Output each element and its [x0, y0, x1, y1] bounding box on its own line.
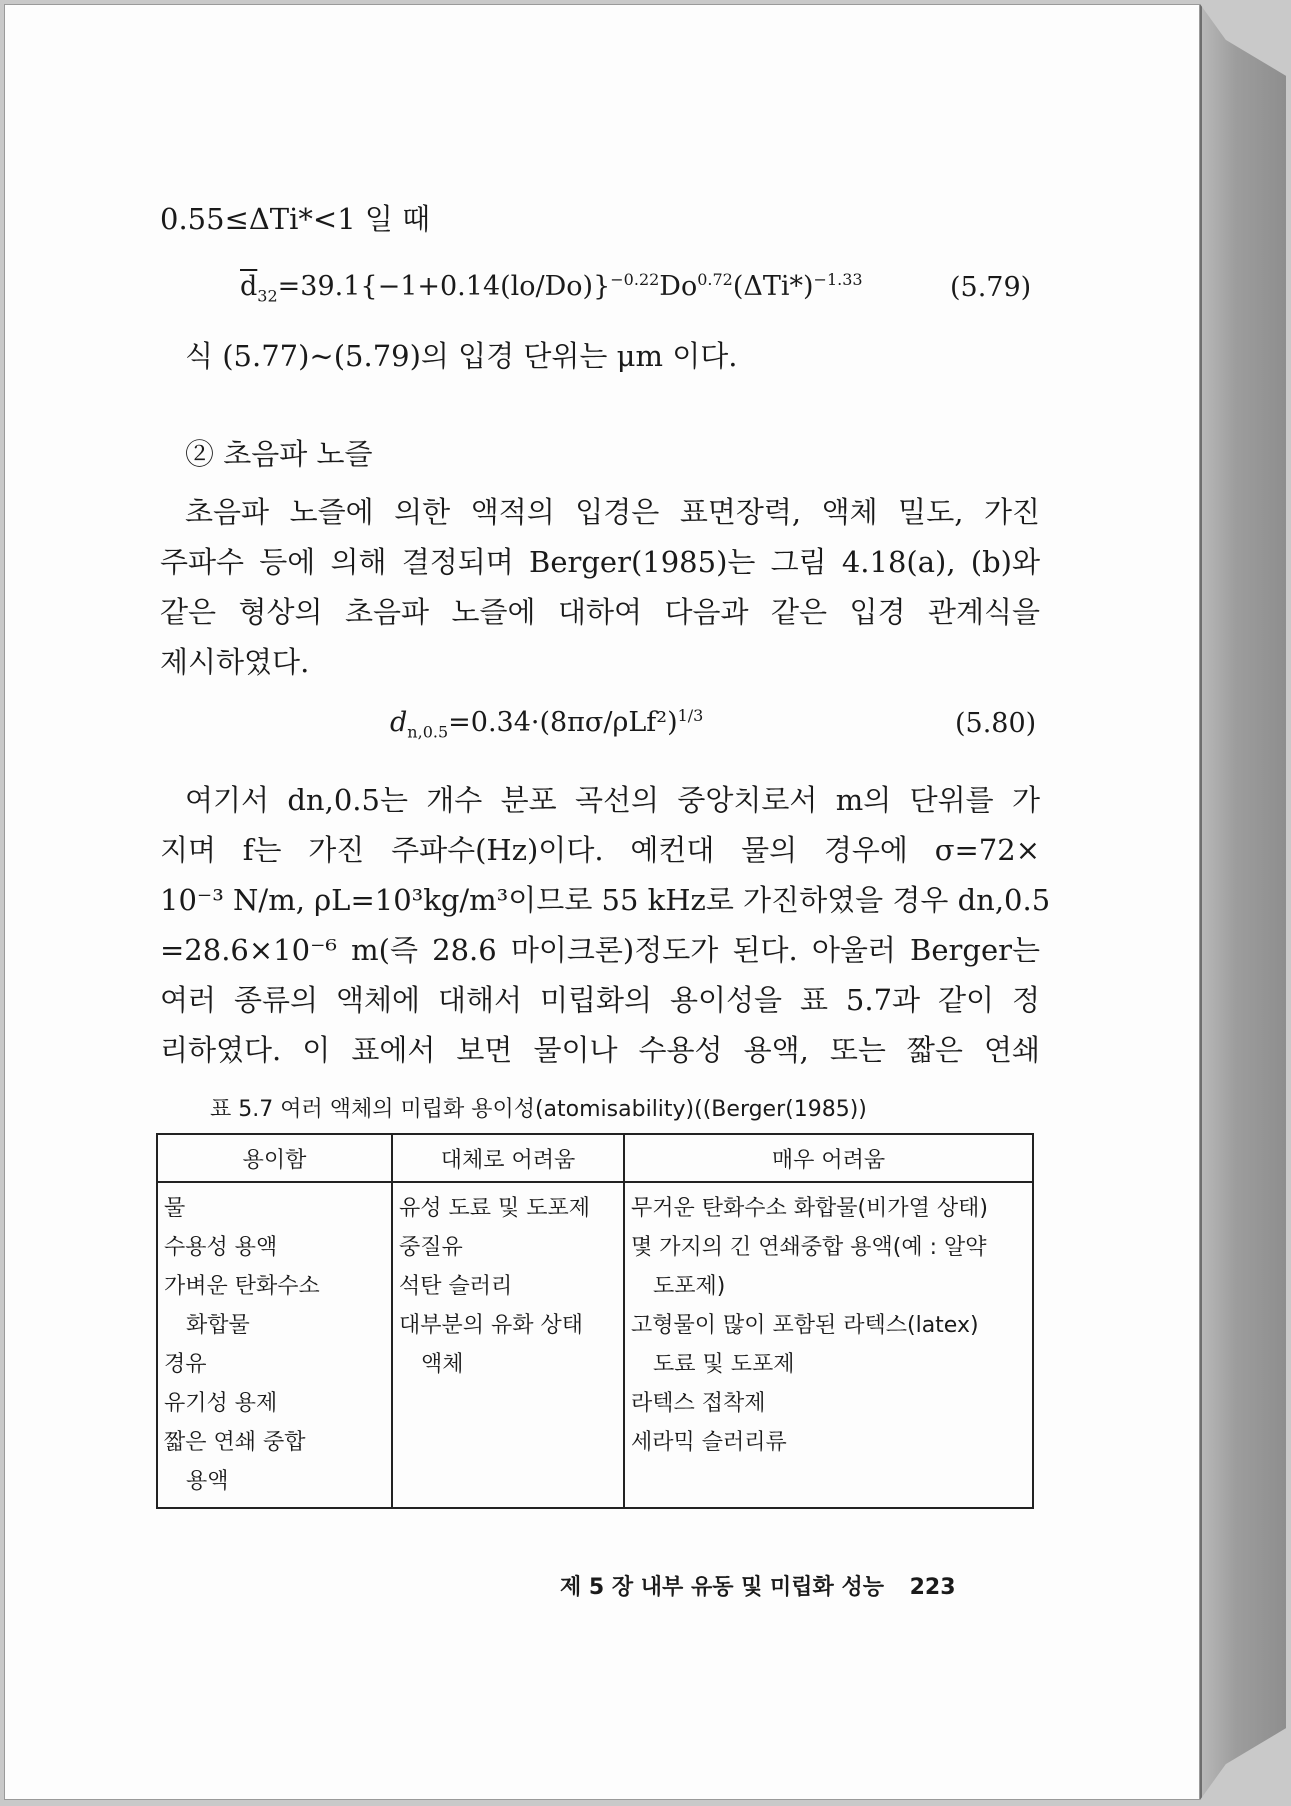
list-item: 경유 [164, 1352, 207, 1377]
page-number: 223 [909, 1575, 956, 1600]
list-item: 물 [164, 1196, 186, 1221]
eq579-lhs: $\overline{d}$ [240, 271, 258, 302]
para2-line-1: 여기서 dn,0.5는 개수 분포 곡선의 중앙치로서 m의 단위를 가 [185, 783, 1040, 817]
book-spine [1200, 4, 1286, 1800]
condition-text: 0.55≤ΔTi*<1 일 때 [160, 202, 431, 236]
para2-line-3: 10⁻³ N/m, ρL=10³kg/m³이므로 55 kHz로 가진하였을 경우 dn,0.5 [160, 883, 1051, 917]
equation-5-80 [390, 706, 703, 741]
list-item: 액체 [421, 1352, 464, 1377]
list-item: 중질유 [399, 1235, 463, 1260]
table-col-easy [157, 1182, 392, 1508]
table-header-moderate: 대체로 어려움 [392, 1134, 624, 1182]
equation-5-79 [240, 270, 863, 305]
list-item: 유성 도료 및 도포제 [399, 1196, 590, 1221]
list-item: 대부분의 유화 상태 [399, 1313, 584, 1338]
eq579-tail: (ΔTi*) [732, 271, 814, 302]
chapter-title: 제 5 장 내부 유동 및 미립화 성능 [560, 1575, 884, 1600]
eq580-lhs: d [390, 707, 408, 738]
eq579-sub: 32 [257, 286, 278, 306]
eq579-exp3: −1.33 [813, 270, 863, 289]
para1-line-4: 제시하였다. [160, 645, 310, 679]
list-item: 짧은 연쇄 중합 [164, 1430, 306, 1455]
list-item: 무거운 탄화수소 화합물(비가열 상태) [631, 1196, 988, 1221]
list-item: 고형물이 많이 포함된 라텍스(latex) [631, 1313, 979, 1338]
list-item: 석탄 슬러리 [399, 1274, 513, 1299]
unit-line: 식 (5.77)∼(5.79)의 입경 단위는 μm 이다. [185, 339, 738, 373]
eq579-mid: Do [659, 271, 698, 302]
list-item: 화합물 [186, 1313, 250, 1338]
list-item: 몇 가지의 긴 연쇄중합 용액(예 : 알약 [631, 1235, 987, 1260]
list-item: 도료 및 도포제 [653, 1352, 795, 1377]
table-col-hard [624, 1182, 1033, 1508]
table-body-row [157, 1182, 1033, 1508]
list-item: 수용성 용액 [164, 1235, 278, 1260]
eq580-exp: 1/3 [677, 706, 704, 725]
list-item: 도포제) [653, 1274, 726, 1299]
eq579-body: =39.1{−1+0.14(lo/Do)} [277, 271, 611, 302]
para2-line-2: 지며 f는 가진 주파수(Hz)이다. 예컨대 물의 경우에 σ=72× [160, 833, 1040, 867]
table-col-moderate [392, 1182, 624, 1508]
para1-line-1: 초음파 노즐에 의한 액적의 입경은 표면장력, 액체 밀도, 가진 [185, 495, 1040, 529]
section-title: ② 초음파 노즐 [185, 437, 373, 471]
equation-number-5-79: (5.79) [950, 272, 1032, 303]
list-item: 세라믹 슬러리류 [631, 1430, 787, 1455]
list-item: 용액 [186, 1469, 229, 1494]
table-header-row [157, 1134, 1033, 1182]
para2-line-5: 여러 종류의 액체에 대해서 미립화의 용이성을 표 5.7과 같이 정 [160, 983, 1040, 1017]
list-item: 유기성 용제 [164, 1391, 278, 1416]
table-header-easy: 용이함 [157, 1134, 392, 1182]
para2-line-4: =28.6×10⁻⁶ m(즉 28.6 마이크론)정도가 된다. 아울러 Berger는 [160, 933, 1040, 967]
eq579-exp2: 0.72 [697, 270, 733, 289]
eq580-sub: n,0.5 [407, 722, 449, 742]
atomisability-table [156, 1133, 1034, 1509]
equation-number-5-80: (5.80) [955, 708, 1037, 739]
eq580-body: =0.34·(8πσ/ρLf²) [448, 707, 678, 738]
para2-line-6: 리하였다. 이 표에서 보면 물이나 수용성 용액, 또는 짧은 연쇄 [160, 1033, 1040, 1067]
para1-line-3: 같은 형상의 초음파 노즐에 대하여 다음과 같은 입경 관계식을 [160, 595, 1040, 629]
list-item: 라텍스 접착제 [631, 1391, 766, 1416]
page-footer [560, 1570, 956, 1601]
table-header-hard: 매우 어려움 [624, 1134, 1033, 1182]
list-item: 가벼운 탄화수소 [164, 1274, 320, 1299]
para1-line-2: 주파수 등에 의해 결정되며 Berger(1985)는 그림 4.18(a), (b)와 [160, 545, 1040, 579]
table-caption: 표 5.7 여러 액체의 미립화 용이성(atomisability)((Berger(1985)) [210, 1097, 867, 1122]
eq579-exp1: −0.22 [610, 270, 660, 289]
